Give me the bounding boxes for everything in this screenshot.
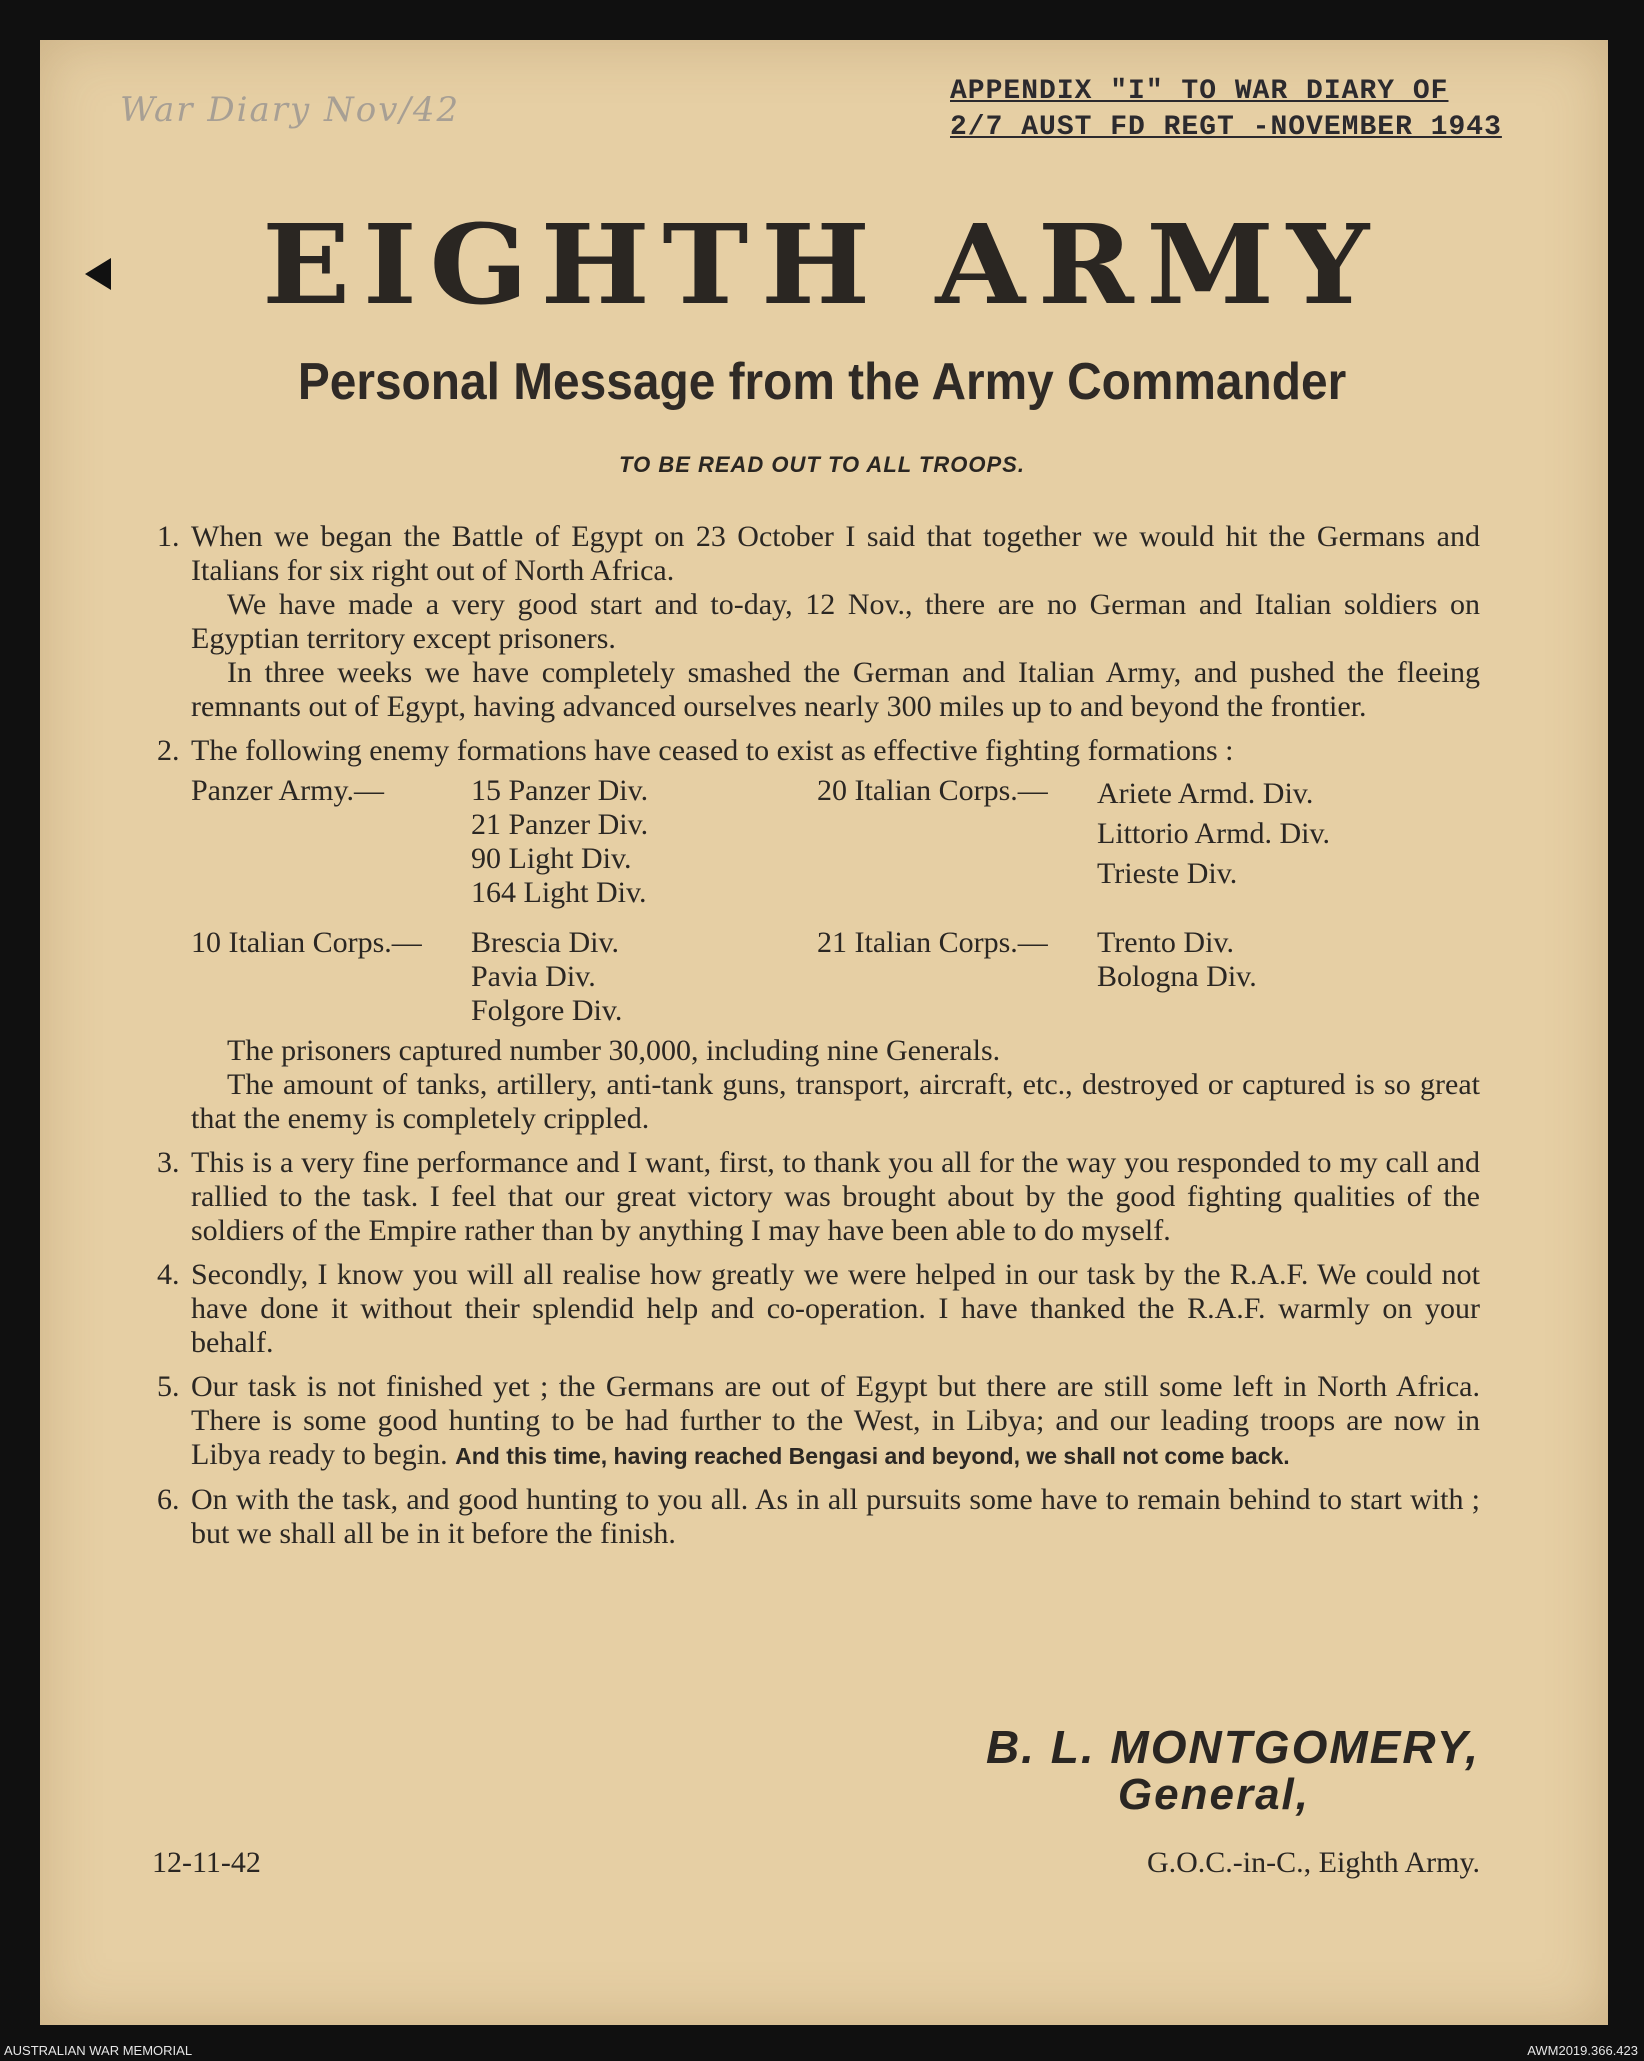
paragraph-text: This is a very fine performance and I want, first, to thank you all for the way you responded to my call and rallied to the task. I feel that our great victory was brought about by the good fighting qualities of the soldiers of the Empire rather than by anything I may have been able to do myself. [191, 1146, 1480, 1247]
paragraph-number: 5. [157, 1370, 180, 1403]
division-list [471, 774, 648, 910]
paragraph-number: 1. [157, 520, 180, 553]
paragraph-text: When we began the Battle of Egypt on 23 October I said that together we would hit the Germans and Italians for six right out of North Africa. [191, 520, 1480, 587]
paragraph-number: 6. [157, 1483, 180, 1516]
paragraph-4 [155, 1258, 1480, 1360]
division-item: Pavia Div. [471, 960, 596, 993]
formation-name: 20 Italian Corps.— [817, 774, 1048, 807]
paragraph-6 [155, 1483, 1480, 1551]
paragraph-text: The following enemy formations have ceased to exist as effective fighting formations : [191, 734, 1234, 767]
signature-name: B. L. MONTGOMERY, [985, 1721, 1480, 1773]
division-item: Littorio Armd. Div. [1097, 817, 1331, 850]
paragraph-number: 2. [157, 734, 180, 767]
division-list [1097, 774, 1330, 894]
paragraph-text: In three weeks we have completely smashed the German and Italian Army, and pushed the fleeing remnants out of Egypt, having advanced ourselves nearly 300 miles up to and beyond the frontier. [191, 656, 1480, 723]
division-item: 21 Panzer Div. [471, 808, 649, 841]
paragraph-emphasis: And this time, having reached Bengasi and beyond, we shall not come back. [455, 1443, 1290, 1469]
division-list [1097, 926, 1257, 994]
signature-rank: General, [1117, 1770, 1310, 1819]
paragraph-5 [155, 1370, 1480, 1473]
paragraph-text: Secondly, I know you will all realise how greatly we were helped in our task by the R.A.F. We could not have done it without their splendid help and co-operation. I have thanked the R.A.F. warmly on your behalf. [191, 1258, 1480, 1359]
paragraph-2 [155, 734, 1480, 1136]
paragraph-text-part: Our task is not finished yet ; the Germans are out of Egypt but there are still some left in North Africa. There is some good hunting to be had further to the West, in Libya; and our leading troops are now in Libya ready to begin. [191, 1370, 1480, 1471]
division-item: 15 Panzer Div. [471, 774, 649, 807]
paragraph-text: On with the task, and good hunting to you all. As in all pursuits some have to remain behind to start with ; but we shall all be in it before the finish. [191, 1483, 1480, 1550]
handwritten-note: War Diary Nov/42 [120, 90, 461, 130]
paragraph-text: The prisoners captured number 30,000, including nine Generals. [227, 1034, 1001, 1067]
formations-list [191, 774, 1480, 1027]
division-item: Brescia Div. [471, 926, 620, 959]
paragraph-number: 3. [157, 1146, 180, 1179]
footer-institution: AUSTRALIAN WAR MEMORIAL [4, 2043, 193, 2058]
paragraph-1 [155, 520, 1480, 724]
division-item: 90 Light Div. [471, 842, 632, 875]
formation-name: 10 Italian Corps.— [191, 926, 422, 959]
formation-name: Panzer Army.— [191, 774, 385, 807]
division-item: Ariete Armd. Div. [1097, 777, 1314, 810]
signature-office: G.O.C.-in-C., Eighth Army. [1146, 1846, 1480, 1879]
paragraph-number: 4. [157, 1258, 180, 1291]
paragraph-text: We have made a very good start and to-day, 12 Nov., there are no German and Italian soldiers on Egyptian territory except prisoners. [191, 588, 1480, 655]
paragraph-text [191, 1370, 1480, 1473]
page-subtitle: Personal Message from the Army Commander [297, 353, 1347, 411]
paragraph-text: The amount of tanks, artillery, anti-tank guns, transport, aircraft, etc., destroyed or captured is so great that the enemy is completely crippled. [191, 1068, 1480, 1135]
page-title: EIGHTH ARMY [262, 200, 1382, 329]
formation-name: 21 Italian Corps.— [817, 926, 1048, 959]
paragraph-3 [155, 1146, 1480, 1248]
division-item: 164 Light Div. [471, 876, 647, 909]
division-item: Trento Div. [1097, 926, 1234, 959]
message-date: 12-11-42 [152, 1846, 261, 1879]
division-item: Folgore Div. [471, 994, 623, 1027]
division-item: Trieste Div. [1097, 857, 1238, 890]
message-body [155, 520, 1480, 1561]
footer-accession-number: AWM2019.366.423 [1527, 2043, 1638, 2058]
stamp-line-1: APPENDIX "I" TO WAR DIARY OF [950, 76, 1449, 107]
division-item: Bologna Div. [1097, 960, 1257, 993]
appendix-stamp [950, 74, 1570, 146]
division-list [471, 926, 622, 1028]
stamp-line-2: 2/7 AUST FD REGT -NOVEMBER 1943 [950, 112, 1502, 143]
read-out-instruction: TO BE READ OUT TO ALL TROOPS. [619, 452, 1025, 477]
